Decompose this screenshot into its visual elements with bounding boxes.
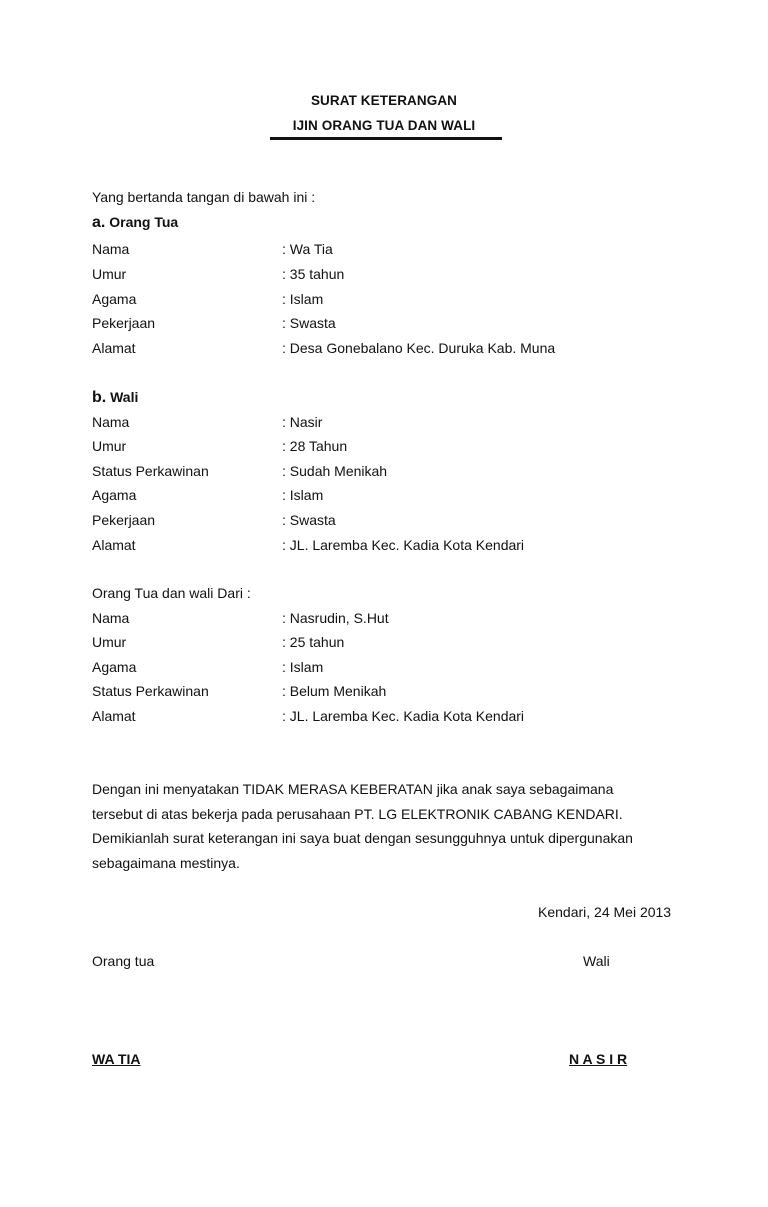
field-label: Agama [92, 291, 137, 307]
section-a-title: Orang Tua [109, 214, 179, 230]
section-c-heading: Orang Tua dan wali Dari : [92, 585, 251, 601]
field-value: : Swasta [282, 512, 336, 528]
field-label: Status Perkawinan [92, 683, 209, 699]
field-label: Nama [92, 610, 130, 626]
field-label: Status Perkawinan [92, 463, 209, 479]
field-label: Agama [92, 487, 137, 503]
field-label: Alamat [92, 708, 136, 724]
field-value: : Sudah Menikah [282, 463, 388, 479]
field-label: Umur [92, 438, 127, 454]
body-line: Dengan ini menyatakan TIDAK MERASA KEBERATAN jika anak saya sebagaimana [92, 781, 614, 797]
title-underline [270, 137, 502, 140]
field-value: : Islam [282, 291, 324, 307]
field-value: : Islam [282, 487, 324, 503]
section-b-heading [92, 388, 138, 407]
section-b-title: Wali [110, 389, 139, 405]
field-label: Alamat [92, 340, 136, 356]
body-line: sebagaimana mestinya. [92, 855, 240, 871]
field-label: Nama [92, 241, 130, 257]
field-value: : 25 tahun [282, 634, 345, 650]
field-label: Nama [92, 414, 130, 430]
field-label: Umur [92, 266, 127, 282]
field-value: : Desa Gonebalano Kec. Duruka Kab. Muna [282, 340, 556, 356]
field-label: Umur [92, 634, 127, 650]
field-label: Alamat [92, 537, 136, 553]
body-line: Demikianlah surat keterangan ini saya buat dengan sesungguhnya untuk dipergunakan [92, 830, 633, 846]
field-value: : Wa Tia [282, 241, 333, 257]
field-label: Agama [92, 659, 137, 675]
field-value: : Nasrudin, S.Hut [282, 610, 389, 626]
field-value: : Belum Menikah [282, 683, 387, 699]
field-value: : JL. Laremba Kec. Kadia Kota Kendari [282, 708, 525, 724]
field-label: Pekerjaan [92, 512, 156, 528]
document-title: SURAT KETERANGAN [310, 93, 458, 108]
field-value: : Swasta [282, 315, 336, 331]
intro-text: Yang bertanda tangan di bawah ini : [92, 189, 316, 205]
field-value: : Islam [282, 659, 324, 675]
field-value: : Nasir [282, 414, 323, 430]
field-value: : 28 Tahun [282, 438, 348, 454]
right-signer-name: N A S I R [569, 1051, 628, 1067]
field-value: : 35 tahun [282, 266, 345, 282]
document-subtitle: IJIN ORANG TUA DAN WALI [292, 118, 476, 133]
field-value: : JL. Laremba Kec. Kadia Kota Kendari [282, 537, 525, 553]
left-signer-role: Orang tua [92, 953, 155, 969]
place-date: Kendari, 24 Mei 2013 [538, 904, 672, 920]
body-line: tersebut di atas bekerja pada perusahaan PT. LG ELEKTRONIK CABANG KENDARI. [92, 806, 623, 822]
right-signer-role: Wali [583, 953, 610, 969]
left-signer-name: WA TIA [92, 1051, 141, 1067]
section-a-heading [92, 213, 178, 232]
field-label: Pekerjaan [92, 315, 156, 331]
section-b-letter: b. [92, 389, 107, 406]
section-a-letter: a. [92, 214, 106, 231]
